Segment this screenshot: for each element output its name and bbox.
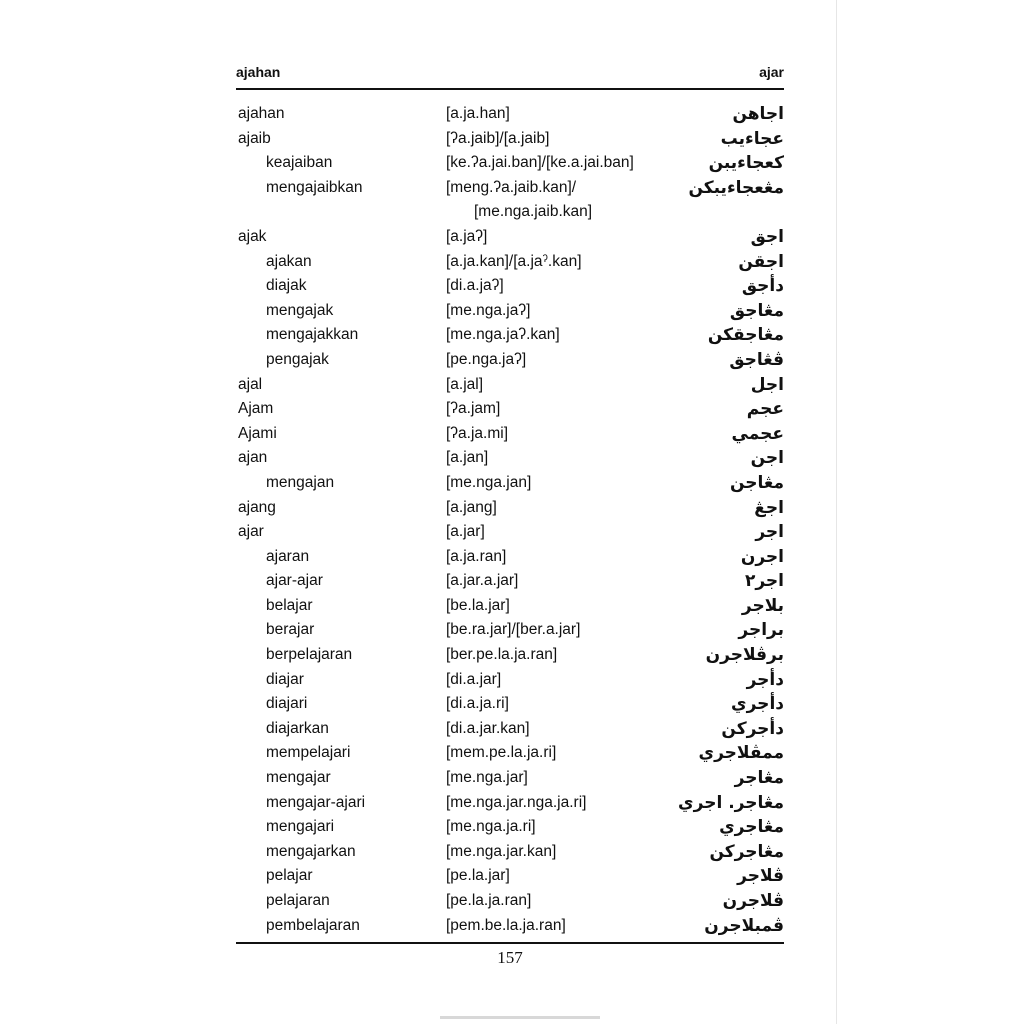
jawi-spelling: دأجر: [746, 669, 784, 690]
jawi-spelling: ممڤلاجري: [698, 743, 784, 764]
jawi-spelling: اجرن: [740, 546, 784, 567]
subentry-word: mempelajari: [266, 744, 351, 762]
jawi-spelling: مڠاجرکن: [709, 841, 784, 862]
jawi-spelling: كعجاءيبن: [708, 153, 784, 174]
pronunciation: [a.jar.a.jar]: [446, 572, 519, 590]
jawi-spelling: اجقن: [738, 251, 784, 272]
subentry-word: mengajaibkan: [266, 178, 363, 196]
jawi-spelling: ڤلاجرن: [722, 891, 784, 911]
headword: Ajami: [238, 424, 277, 442]
jawi-spelling: براجر: [738, 620, 784, 641]
entry-continuation-row: [236, 200, 784, 225]
guide-word-right: ajar: [759, 64, 784, 80]
subentry-row: [236, 274, 784, 299]
jawi-spelling: اجڠ: [754, 497, 784, 518]
binding-shadow: [440, 1016, 600, 1019]
pronunciation: [ke.ʔa.jai.ban]/[ke.a.jai.ban]: [446, 154, 634, 172]
headword-row: [236, 397, 784, 422]
pronunciation: [me.nga.ja.ri]: [446, 818, 536, 836]
jawi-spelling: اجن: [750, 448, 784, 469]
subentry-row: [236, 299, 784, 324]
pronunciation: [pe.la.jar]: [446, 867, 510, 885]
jawi-spelling: مڠاجق: [729, 300, 784, 321]
jawi-spelling: عجاءيب: [720, 128, 784, 149]
jawi-spelling: ڤڠاجق: [729, 349, 784, 370]
subentry-row: [236, 889, 784, 914]
subentry-word: ajar-ajar: [266, 572, 323, 590]
subentry-row: [236, 741, 784, 766]
pronunciation: [a.jaʔ]: [446, 227, 488, 245]
jawi-spelling: عجمي: [731, 423, 784, 444]
page-number: 157: [497, 948, 523, 967]
headword: ajaib: [238, 129, 271, 147]
jawi-spelling: برڤلاجرن: [705, 645, 784, 666]
subentry-word: mengajar: [266, 769, 331, 787]
pronunciation: [a.jal]: [446, 375, 484, 393]
headword: ajang: [238, 498, 276, 516]
jawi-spelling: ڤمبلاجرن: [704, 915, 784, 936]
subentry-word: diajak: [266, 277, 307, 295]
pronunciation: [me.nga.jar]: [446, 769, 528, 787]
jawi-spelling: دأجرکن: [721, 718, 784, 739]
pronunciation: [ʔa.jaib]/[a.jaib]: [446, 129, 550, 147]
pronunciation: [a.jar]: [446, 523, 485, 541]
jawi-spelling: اجاهن: [732, 104, 784, 124]
pronunciation: [pe.la.ja.ran]: [446, 892, 532, 909]
pronunciation: [ʔa.ja.mi]: [446, 424, 509, 442]
subentry-word: pengajak: [266, 350, 329, 368]
headword-row: [236, 446, 784, 471]
subentry-row: [236, 594, 784, 619]
subentry-row: [236, 766, 784, 791]
pronunciation: [di.a.jar]: [446, 670, 502, 688]
jawi-spelling: دأجري: [731, 694, 784, 715]
headword-row: [236, 225, 784, 250]
jawi-spelling: اجر٢: [744, 571, 784, 592]
headword-row: [236, 373, 784, 398]
subentry-word: pembelajaran: [266, 916, 360, 934]
pronunciation: [a.ja.ran]: [446, 547, 507, 565]
subentry-row: [236, 864, 784, 889]
pronunciation: [me.nga.jaʔ.kan]: [446, 326, 560, 344]
jawi-spelling: بلاجر: [741, 595, 784, 616]
page-footer: [236, 942, 784, 972]
subentry-row: [236, 545, 784, 570]
pronunciation: [me.nga.jar.kan]: [446, 842, 557, 860]
jawi-spelling: مڠعجاءيبکن: [688, 177, 784, 198]
headword-row: [236, 127, 784, 152]
subentry-row: [236, 323, 784, 348]
subentry-word: keajaiban: [266, 154, 333, 172]
pronunciation: [a.ja.kan]/[a.jaˀ.kan]: [446, 252, 582, 270]
page-header: [236, 60, 784, 90]
subentry-word: mengajari: [266, 818, 335, 836]
jawi-spelling: مڠاجقکن: [707, 325, 784, 346]
subentry-row: [236, 692, 784, 717]
pronunciation: [ber.pe.la.ja.ran]: [446, 646, 558, 664]
subentry-word: mengajarkan: [266, 842, 356, 860]
subentry-row: [236, 569, 784, 594]
pronunciation: [mem.pe.la.ja.ri]: [446, 744, 557, 762]
subentry-row: [236, 471, 784, 496]
jawi-spelling: مڠاجري: [719, 817, 784, 838]
pronunciation: [ʔa.jam]: [446, 400, 501, 418]
headword: Ajam: [238, 400, 274, 418]
subentry-word: diajari: [266, 695, 308, 713]
headword: ajar: [238, 523, 264, 541]
page-edge: [836, 0, 837, 1024]
subentry-word: mengajak: [266, 301, 334, 319]
pronunciation: [pem.be.la.ja.ran]: [446, 916, 566, 934]
pronunciation: [me.nga.jan]: [446, 473, 532, 491]
subentry-row: [236, 643, 784, 668]
subentry-row: [236, 815, 784, 840]
subentry-row: [236, 840, 784, 865]
subentry-word: berpelajaran: [266, 646, 353, 664]
pronunciation: [pe.nga.jaʔ]: [446, 350, 527, 368]
jawi-spelling: عجم: [746, 399, 784, 420]
pronunciation: [me.nga.jar.nga.ja.ri]: [446, 793, 587, 811]
jawi-spelling: اجق: [750, 226, 784, 247]
jawi-spelling: مڠاجر: [734, 768, 784, 789]
subentry-row: [236, 151, 784, 176]
pronunciation: [be.la.jar]: [446, 596, 510, 614]
jawi-spelling: مڠاجر. اجري: [678, 792, 784, 813]
subentry-word: pelajaran: [266, 892, 330, 909]
subentry-word: mengajakkan: [266, 326, 359, 344]
pronunciation: [di.a.ja.ri]: [446, 695, 509, 713]
subentry-word: diajarkan: [266, 719, 329, 737]
subentry-word: belajar: [266, 596, 313, 614]
headword: ajan: [238, 449, 268, 467]
subentry-word: mengajan: [266, 473, 335, 491]
headword: ajahan: [238, 105, 285, 122]
headword: ajal: [238, 375, 263, 393]
subentry-word: berajar: [266, 621, 315, 639]
headword-row: [236, 102, 784, 127]
subentry-row: [236, 914, 784, 939]
dictionary-entries: [236, 102, 784, 938]
jawi-spelling: مڠاجن: [729, 472, 784, 493]
subentry-row: [236, 250, 784, 275]
subentry-row: [236, 791, 784, 816]
pronunciation: [di.a.jaʔ]: [446, 277, 504, 295]
pronunciation: [di.a.jar.kan]: [446, 719, 530, 737]
pronunciation: [meng.ʔa.jaib.kan]/: [446, 178, 577, 196]
subentry-word: ajakan: [266, 252, 312, 270]
pronunciation: [me.nga.jaʔ]: [446, 301, 531, 319]
pronunciation: [be.ra.jar]/[ber.a.jar]: [446, 621, 581, 639]
subentry-word: diajar: [266, 670, 304, 688]
pronunciation: [a.jang]: [446, 498, 497, 516]
subentry-word: pelajar: [266, 867, 313, 885]
subentry-row: [236, 668, 784, 693]
headword-row: [236, 496, 784, 521]
jawi-spelling: ڤلاجر: [737, 866, 784, 887]
subentry-row: [236, 348, 784, 373]
subentry-row: [236, 618, 784, 643]
subentry-row: [236, 176, 784, 201]
subentry-row: [236, 717, 784, 742]
subentry-word: ajaran: [266, 547, 310, 565]
headword: ajak: [238, 227, 267, 245]
jawi-spelling: اجل: [750, 374, 784, 395]
pronunciation: [me.nga.jaib.kan]: [474, 203, 593, 221]
jawi-spelling: اجر: [755, 522, 784, 543]
guide-word-left: ajahan: [236, 64, 281, 80]
headword-row: [236, 422, 784, 447]
pronunciation: [a.ja.han]: [446, 105, 510, 122]
subentry-word: mengajar-ajari: [266, 793, 366, 811]
pronunciation: [a.jan]: [446, 449, 489, 467]
headword-row: [236, 520, 784, 545]
jawi-spelling: دأجق: [741, 276, 784, 297]
